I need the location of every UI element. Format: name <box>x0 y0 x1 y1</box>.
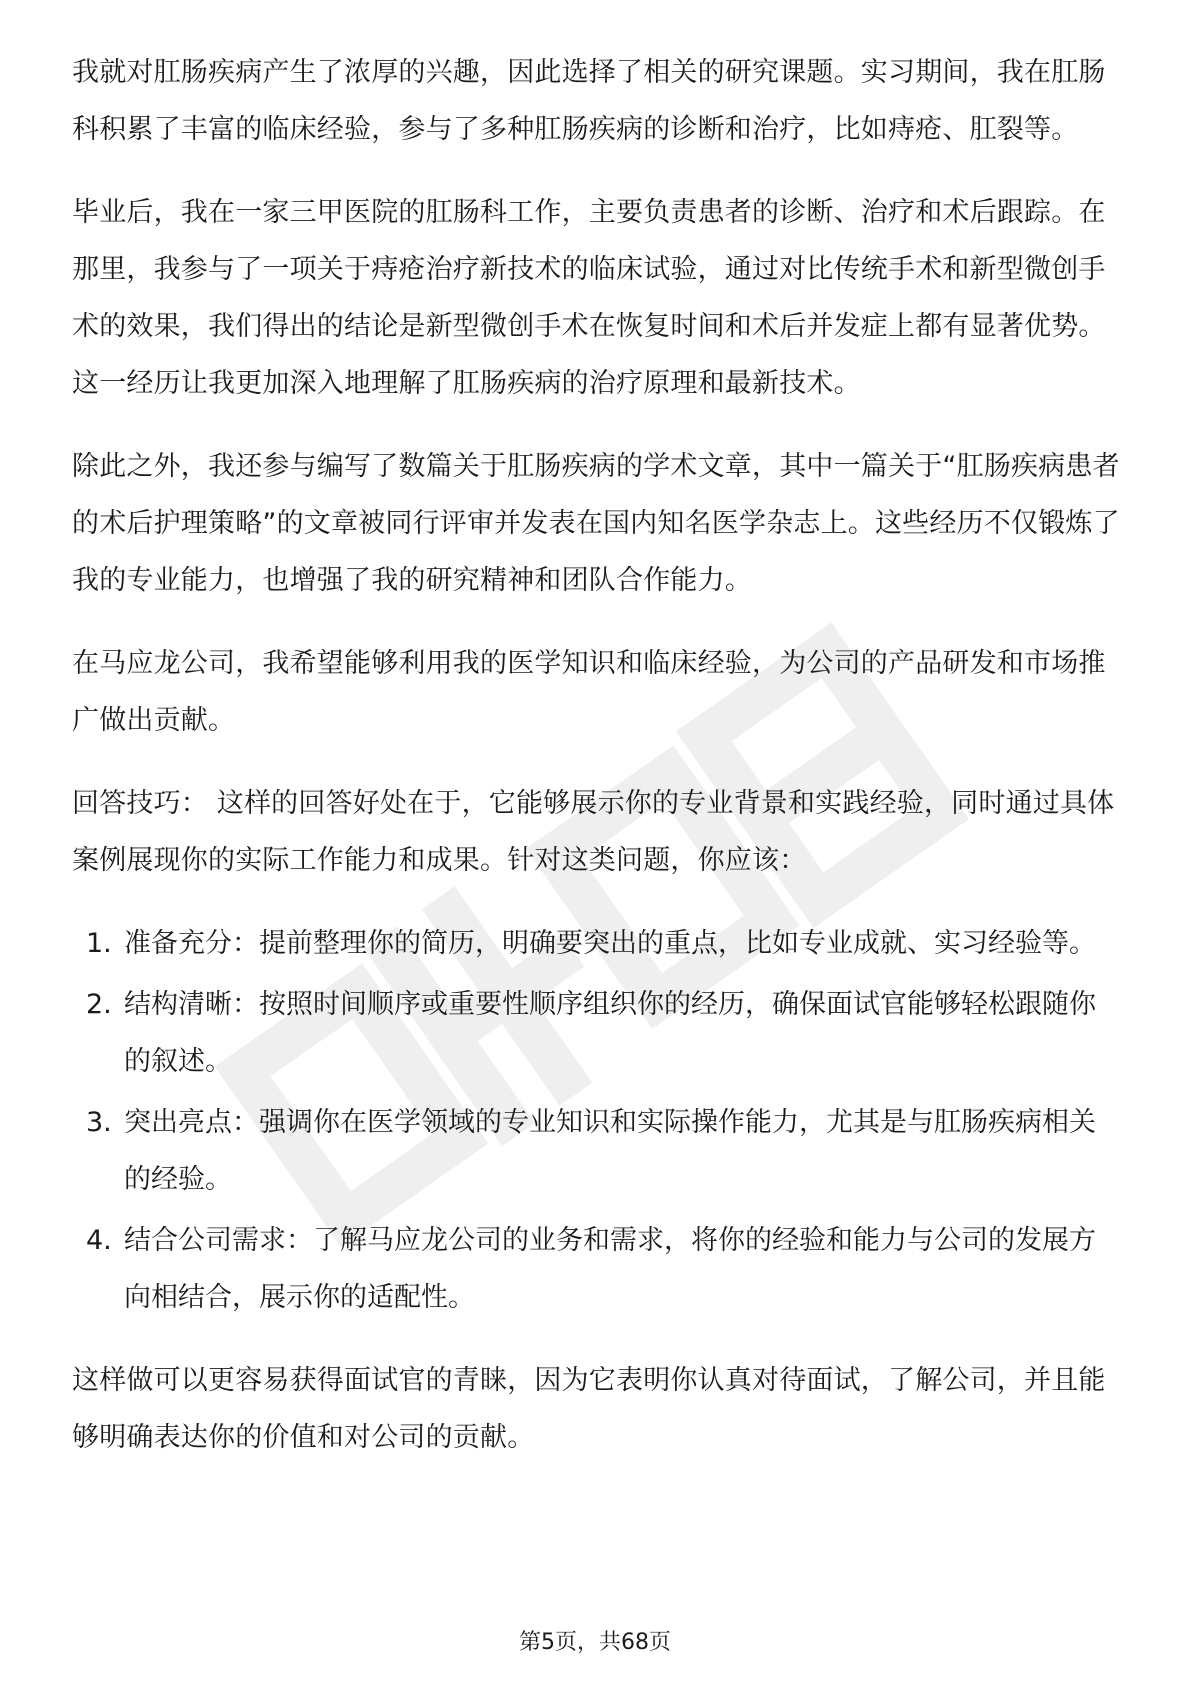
tips-list <box>72 915 1122 1326</box>
list-number: 4. <box>86 1225 112 1256</box>
list-number: 1. <box>86 928 112 959</box>
list-item <box>72 976 1122 1090</box>
list-item <box>72 1212 1122 1326</box>
paragraph: 毕业后，我在一家三甲医院的肛肠科工作，主要负责患者的诊断、治疗和术后跟踪。在那里，我参与了一项关于痔疮治疗新技术的临床试验，通过对比传统手术和新型微创手术的效果，我们得出的结论是新型微创手术在恢复时间和术后并发症上都有显著优势。这一经历让我更加深入地理解了肛肠疾病的治疗原理和最新技术。 <box>72 197 1106 399</box>
paragraph: 除此之外，我还参与编写了数篇关于肛肠疾病的学术文章，其中一篇关于“肛肠疾病患者的术后护理策略”的文章被同行评审并发表在国内知名医学杂志上。这些经历不仅锻炼了我的专业能力，也增强了我的研究精神和团队合作能力。 <box>72 451 1120 596</box>
list-number: 2. <box>86 989 112 1020</box>
list-text: 结合公司需求：了解马应龙公司的业务和需求，将你的经验和能力与公司的发展方向相结合，展示你的适配性。 <box>124 1225 1096 1313</box>
page-number: 第5页，共68页 <box>519 1630 671 1655</box>
document-body <box>72 44 1122 1492</box>
list-number: 3. <box>86 1107 112 1138</box>
paragraph: 我就对肛肠疾病产生了浓厚的兴趣，因此选择了相关的研究课题。实习期间，我在肛肠科积累了丰富的临床经验，参与了多种肛肠疾病的诊断和治疗，比如痔疮、肛裂等。 <box>72 57 1106 145</box>
list-text: 准备充分：提前整理你的简历，明确要突出的重点，比如专业成就、实习经验等。 <box>124 928 1096 959</box>
paragraph: 在马应龙公司，我希望能够利用我的医学知识和临床经验，为公司的产品研发和市场推广做出贡献。 <box>72 648 1106 736</box>
closing-paragraph: 这样做可以更容易获得面试官的青睐，因为它表明你认真对待面试，了解公司，并且能够明确表达你的价值和对公司的贡献。 <box>72 1365 1106 1453</box>
list-item <box>72 915 1122 972</box>
list-text: 结构清晰：按照时间顺序或重要性顺序组织你的经历，确保面试官能够轻松跟随你的叙述。 <box>124 989 1096 1077</box>
answer-tips-intro: 回答技巧： 这样的回答好处在于，它能够展示你的专业背景和实践经验，同时通过具体案例展现你的实际工作能力和成果。针对这类问题，你应该： <box>72 788 1115 876</box>
list-text: 突出亮点：强调你在医学领域的专业知识和实际操作能力，尤其是与肛肠疾病相关的经验。 <box>124 1107 1096 1195</box>
list-item <box>72 1094 1122 1208</box>
